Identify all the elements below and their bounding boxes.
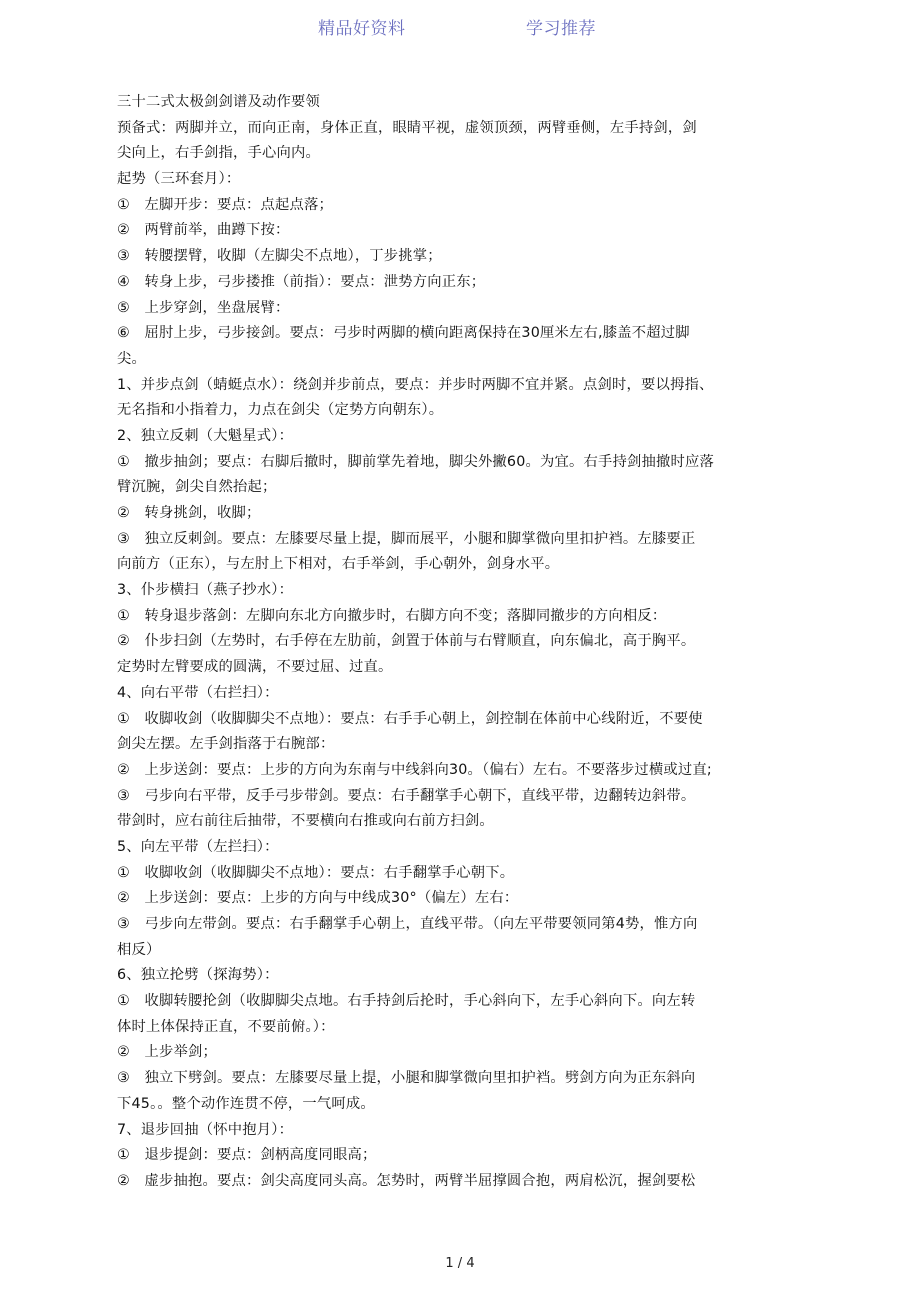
text-line: ② 虚步抽抱。要点：剑尖高度同头高。怎势时，两臂半屈撑圆合抱，两肩松沉，握剑要松 — [117, 1172, 696, 1189]
text-line: ① 撤步抽剑；要点：右脚后撤时，脚前掌先着地，脚尖外撇60。为宜。右手持剑抽撤时应落 — [117, 453, 714, 470]
page-header — [0, 14, 920, 42]
text-line: ⑤ 上步穿剑，坐盘展臂： — [117, 299, 290, 316]
text-line: 预备式：两脚并立，而向正南，身体正直，眼睛平视，虚领顶颈，两臂垂侧，左手持剑，剑 — [117, 119, 697, 136]
text-line: ① 左脚开步：要点：点起点落； — [117, 196, 333, 213]
text-line: 向前方（正东），与左肘上下相对，右手举剑，手心朝外，剑身水平。 — [117, 556, 560, 573]
text-line: ② 仆步扫剑（左势时，右手停在左肋前，剑置于体前与右臂顺直，向东偏北，高于胸平。 — [117, 633, 696, 650]
text-line: ③ 弓步向右平带，反手弓步带剑。要点：右手翻掌手心朝下，直线平带，边翻转边斜带。 — [117, 787, 696, 804]
text-line: 4、向右平带（右拦扫）： — [117, 684, 279, 701]
text-line: 1、并步点剑（蜻蜓点水）：绕剑并步前点，要点：并步时两脚不宜并紧。点剑时，要以拇指、 — [117, 376, 714, 393]
text-line: 臂沉腕，剑尖自然抬起； — [117, 479, 277, 496]
text-line: ② 两臂前举，曲蹲下按： — [117, 222, 290, 239]
text-line: ② 上步举剑； — [117, 1044, 217, 1061]
document-title: 三十二式太极剑剑谱及动作要领 — [117, 94, 320, 110]
text-line: ③ 独立反刺剑。要点：左膝要尽量上提，脚而展平，小腿和脚掌微向里扣护裆。左膝要正 — [117, 530, 696, 547]
text-line: ① 收脚转腰抡剑（收脚脚尖点地。右手持剑后抡时，手心斜向下，左手心斜向下。向左转 — [117, 993, 696, 1010]
text-line: ② 转身挑剑，收脚； — [117, 505, 261, 521]
text-line: 2、独立反刺（大魁星式）： — [117, 427, 294, 444]
page-number: 1 / 4 — [445, 1256, 475, 1271]
text-line: ① 收脚收剑（收脚脚尖不点地）：要点：右手手心朝上，剑控制在体前中心线附近，不要使 — [117, 710, 703, 727]
text-line: 起势（三环套月）： — [117, 171, 241, 188]
document-body — [117, 90, 807, 1195]
text-line: 6、独立抡劈（探海势）： — [117, 967, 279, 984]
text-line: 3、仆步横扫（燕子抄水）： — [117, 582, 294, 599]
text-line: 无名指和小指着力，力点在剑尖（定势方向朝东）。 — [117, 402, 444, 419]
text-line: 7、退步回抽（怀中抱月）： — [117, 1121, 294, 1138]
text-line: 定势时左臂要成的圆满，不要过屈、过直。 — [117, 659, 393, 676]
header-left-text: 精品好资料 — [318, 19, 406, 39]
text-line: 体时上体保持正直，不要前俯。）： — [117, 1018, 335, 1035]
text-line: ② 上步送剑：要点：上步的方向与中线成30°（偏左）左右： — [117, 890, 519, 907]
text-line: 5、向左平带（左拦扫）： — [117, 838, 279, 855]
text-line: 相反） — [117, 941, 161, 958]
text-line: ③ 转腰摆臂，收脚（左脚尖不点地），丁步挑掌； — [117, 248, 442, 265]
text-line: ③ 弓步向左带剑。要点：右手翻掌手心朝上，直线平带。（向左平带要领同第4势，惟方向 — [117, 916, 698, 932]
text-line: 尖向上，右手剑指，手心向内。 — [117, 145, 320, 162]
header-right-text: 学习推荐 — [526, 19, 596, 39]
text-line: ① 退步提剑：要点：剑柄高度同眼高； — [117, 1147, 377, 1164]
text-line: 尖。 — [117, 350, 146, 367]
text-line: 剑尖左摆。左手剑指落于右腕部： — [117, 736, 335, 753]
text-line: ① 转身退步落剑：左脚向东北方向撤步时，右脚方向不变；落脚同撤步的方向相反： — [117, 607, 667, 624]
text-line: ③ 独立下劈剑。要点：左膝要尽量上提，小腿和脚掌微向里扣护裆。劈剑方向为正东斜向 — [117, 1070, 696, 1087]
text-line: ① 收脚收剑（收脚脚尖不点地）：要点：右手翻掌手心朝下。 — [117, 864, 515, 881]
text-line: 带剑时，应右前往后抽带，不要横向右推或向右前方扫剑。 — [117, 813, 494, 830]
text-line: ⑥ 屈肘上步，弓步接剑。要点：弓步时两脚的横向距离保持在30厘米左右,膝盖不超过脚 — [117, 325, 690, 342]
text-line: ② 上步送剑：要点：上步的方向为东南与中线斜向30。（偏右）左右。不要落步过横或过直; — [117, 761, 712, 778]
text-line: 下45。。整个动作连贯不停，一气呵成。 — [117, 1095, 375, 1112]
text-line: ④ 转身上步，弓步搂推（前指）：要点：泄势方向正东； — [117, 273, 486, 290]
